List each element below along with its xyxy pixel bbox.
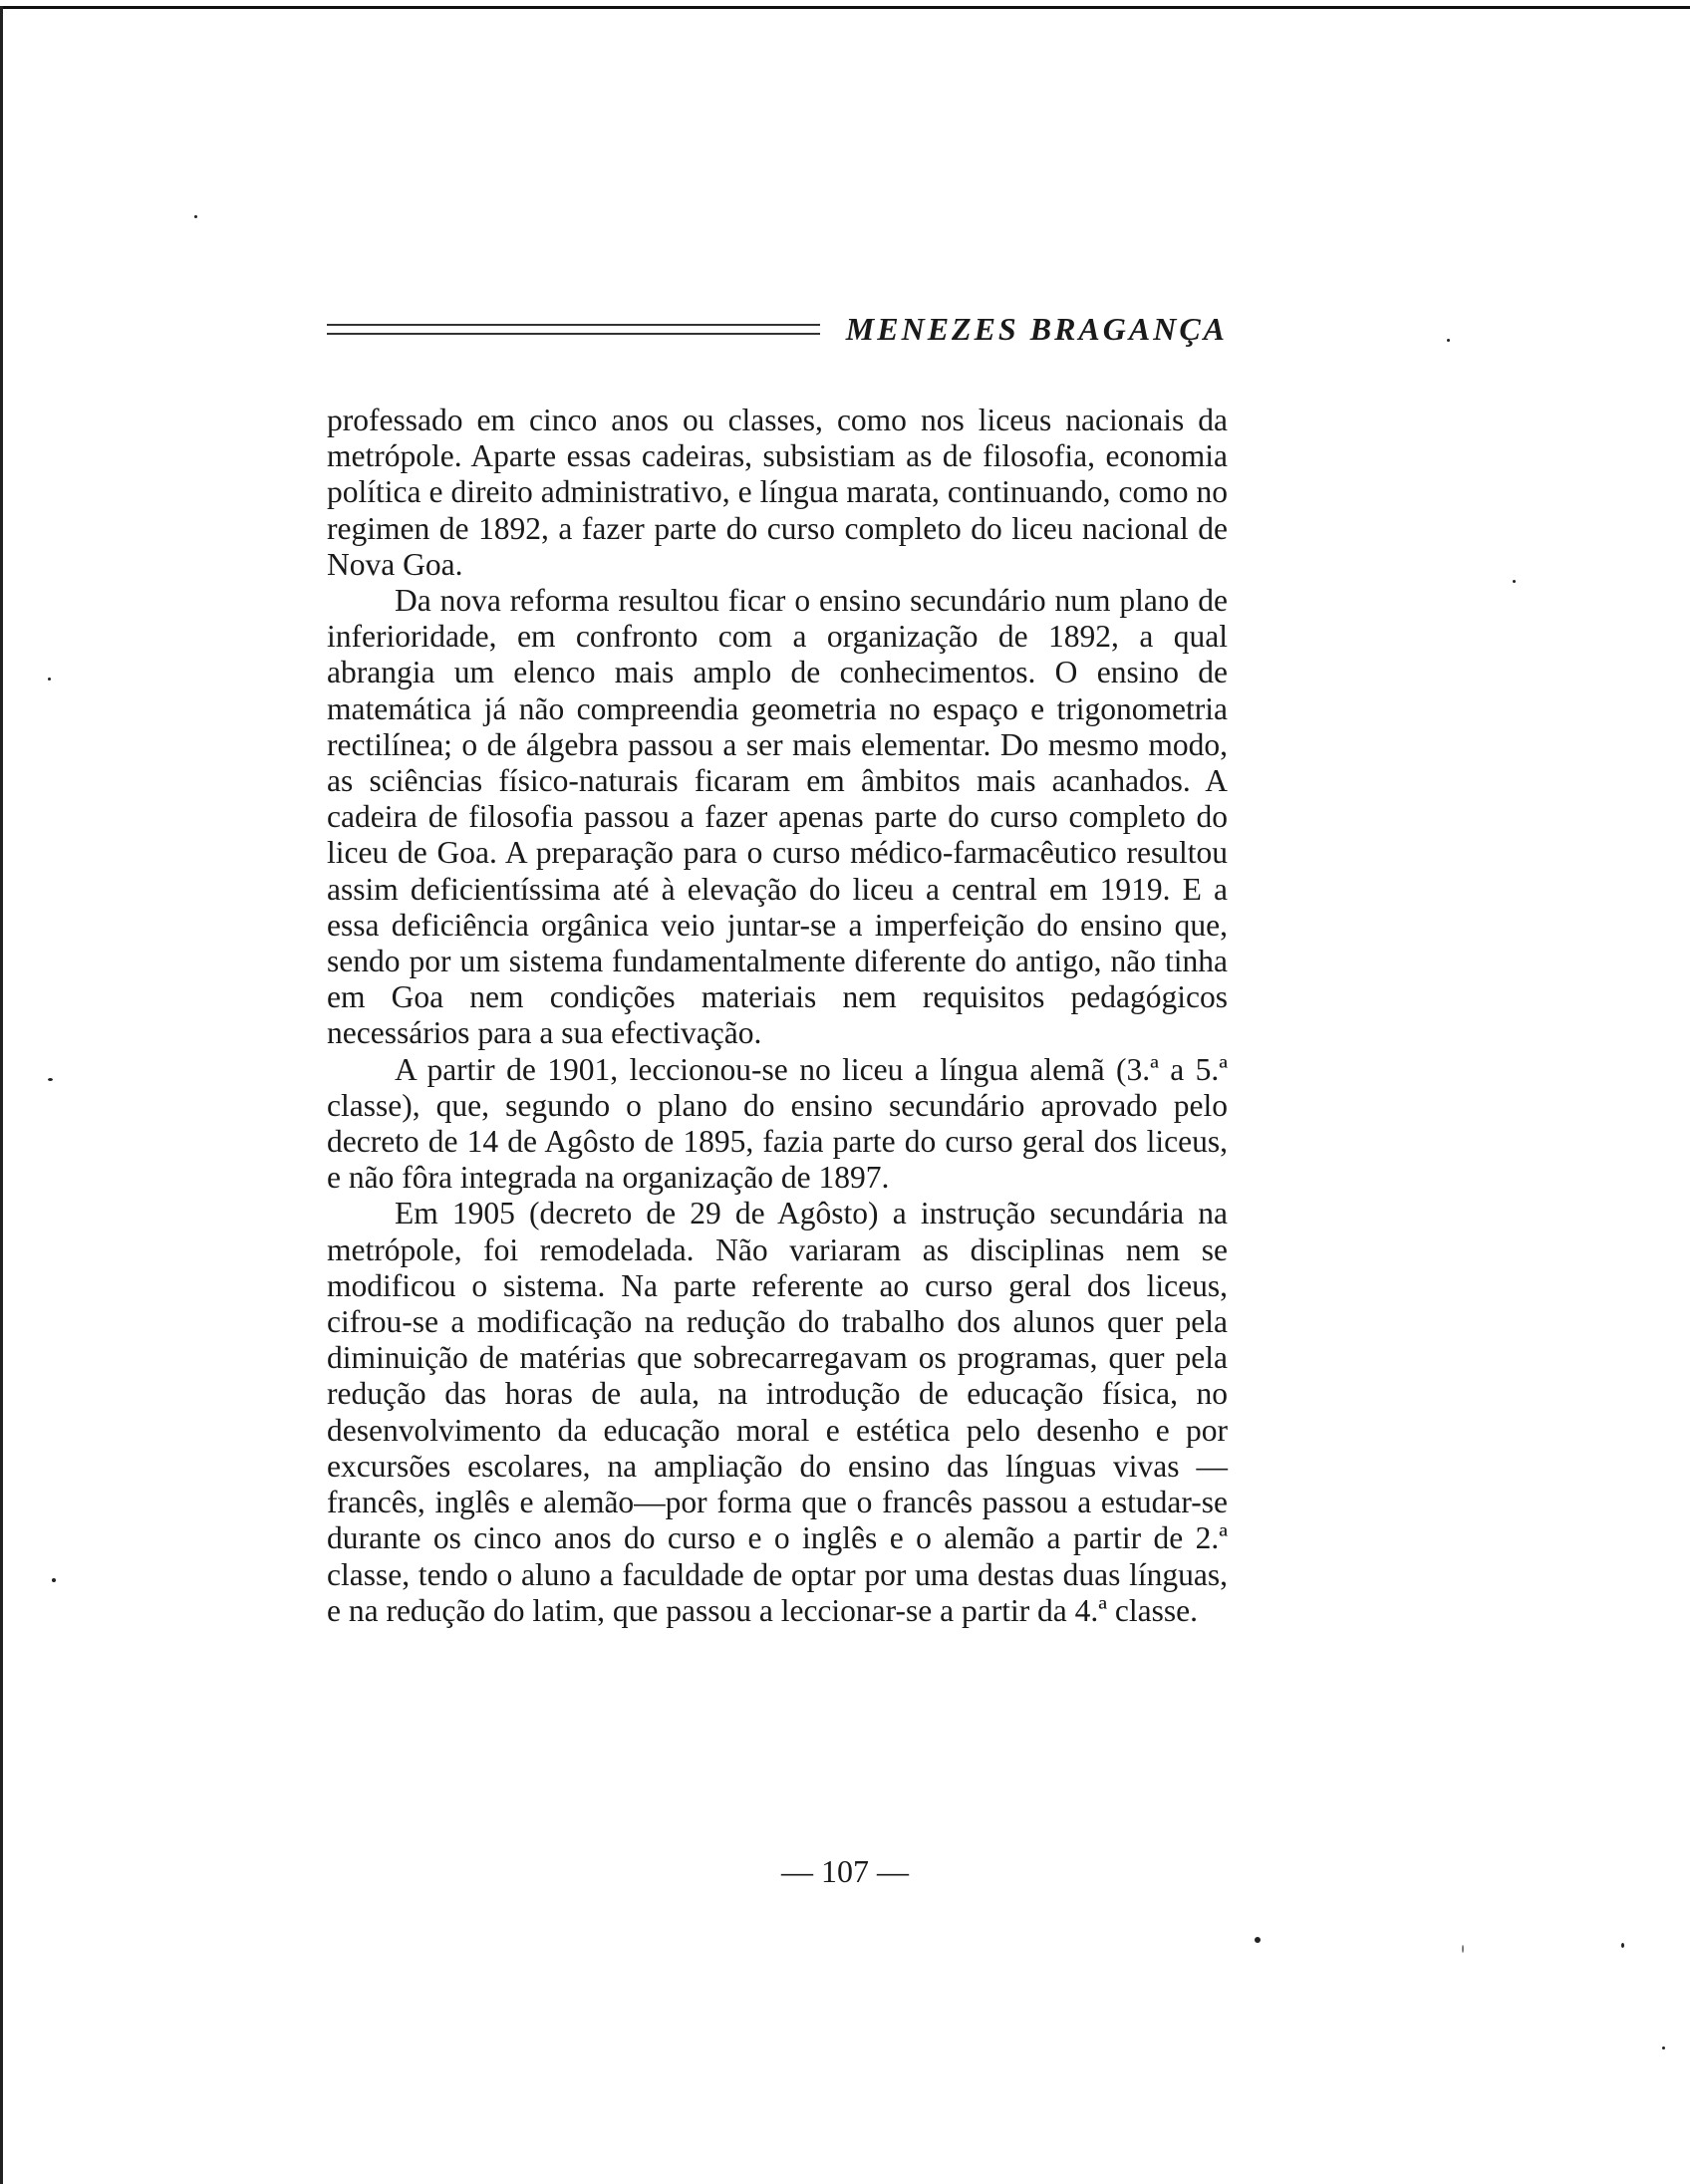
- scan-speck: [48, 1078, 53, 1081]
- scan-speck: [1447, 339, 1450, 342]
- scan-speck: [48, 678, 51, 681]
- scan-speck: [194, 215, 197, 218]
- body-text: [327, 403, 1228, 1629]
- running-head-title: MENEZES BRAGANÇA: [845, 310, 1228, 347]
- running-head-rule: [327, 324, 820, 335]
- paragraph-1: professado em cinco anos ou classes, como nos liceus nacionais da metrópole. Aparte essas cadeiras, subsistiam as de filosofia, economia política e direito administrativo, e língua marata, continuando, como no regimen de 1892, a fazer parte do curso completo do liceu nacional de Nova Goa.: [327, 403, 1228, 582]
- scan-speck: [1513, 580, 1516, 583]
- scan-speck: [1662, 2047, 1665, 2049]
- page-top-border: [0, 6, 1690, 9]
- paragraph-4: Em 1905 (decreto de 29 de Agôsto) a instrução secundária na metrópole, foi remodelada. Não variaram as disciplinas nem se modificou o sistema. Na parte referente ao curso geral dos liceus, cifrou-se a modificação na redução do trabalho dos alunos quer pela diminuição de matérias que sobrecarregavam os programas, quer pela redução das horas de aula, na introdução de educação física, no desenvolvimento da educação moral e estética pelo desenho e por excursões escolares, na ampliação do ensino das línguas vivas — francês, inglês e alemão—por forma que o francês passou a estudar-se durante os cinco anos do curso e o inglês e o alemão a partir de 2.ª classe, tendo o aluno a faculdade de optar por uma destas duas línguas, e na redução do latim, que passou a leccionar-se a partir da 4.ª classe.: [327, 1196, 1228, 1628]
- running-head: [327, 309, 1228, 349]
- paragraph-3: A partir de 1901, leccionou-se no liceu a língua alemã (3.ª a 5.ª classe), que, segundo o plano do ensino secundário aprovado pelo decreto de 14 de Agôsto de 1895, fazia parte do curso geral dos liceus, e não fôra integrada na organização de 1897.: [327, 1051, 1228, 1196]
- scan-speck: [1462, 1945, 1464, 1953]
- scan-speck: [52, 1578, 56, 1582]
- scan-speck: [1621, 1943, 1624, 1948]
- page-number: — 107 —: [781, 1853, 909, 1889]
- paragraph-2: Da nova reforma resultou ficar o ensino secundário num plano de inferioridade, em confronto com a organização de 1892, a qual abrangia um elenco mais amplo de conhecimentos. O ensino de matemática já não compreendia geometria no espaço e trigonometria rectilínea; o de álgebra passou a ser mais elementar. Do mesmo modo, as sciências físico-naturais ficaram em âmbitos mais acanhados. A cadeira de filosofia passou a fazer apenas parte do curso completo do liceu de Goa. A preparação para o curso médico-farmacêutico resultou assim deficientíssima até à elevação do liceu a central em 1919. E a essa deficiência orgânica veio juntar-se a imperfeição do ensino que, sendo por um sistema fundamentalmente diferente do antigo, não tinha em Goa nem condições materiais nem requisitos pedagógicos necessários para a sua efectivação.: [327, 583, 1228, 1051]
- scan-speck: [1255, 1937, 1261, 1943]
